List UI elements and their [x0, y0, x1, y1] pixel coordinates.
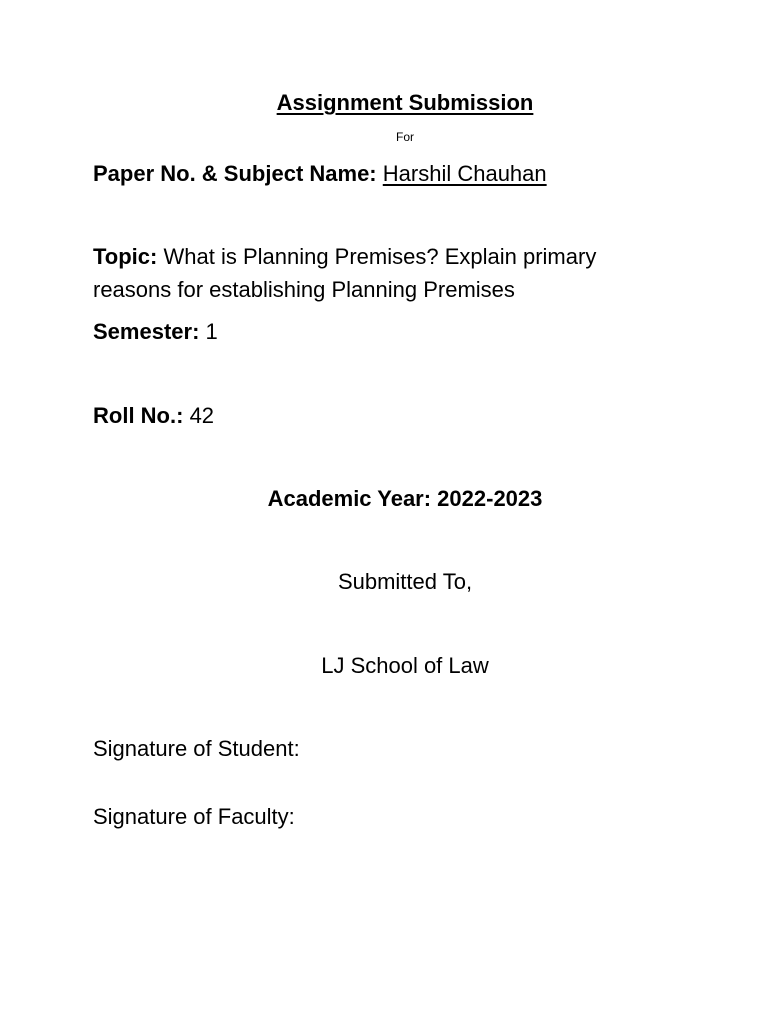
roll-number-label: Roll No.: — [93, 403, 184, 428]
paper-subject-value: Harshil Chauhan — [382, 161, 547, 186]
roll-number-value: 42 — [189, 403, 215, 428]
signature-of-student: Signature of Student: — [93, 736, 300, 761]
submitted-to-label: Submitted To, — [337, 569, 473, 594]
topic-line — [93, 240, 653, 306]
topic-value: What is Planning Premises? Explain primary reasons for establishing Planning Premises — [93, 244, 597, 302]
academic-year: Academic Year: 2022-2023 — [267, 486, 543, 511]
semester-line — [93, 315, 218, 348]
topic-label: Topic: — [93, 244, 158, 269]
semester-label: Semester: — [93, 319, 200, 344]
document-title: Assignment Submission — [276, 90, 534, 115]
for-label: For — [396, 130, 414, 144]
school-name: LJ School of Law — [321, 653, 489, 678]
paper-subject-label: Paper No. & Subject Name: — [93, 161, 377, 186]
roll-number-line — [93, 399, 214, 432]
semester-value: 1 — [205, 319, 218, 344]
paper-subject-line — [93, 157, 547, 190]
signature-of-faculty: Signature of Faculty: — [93, 804, 295, 829]
